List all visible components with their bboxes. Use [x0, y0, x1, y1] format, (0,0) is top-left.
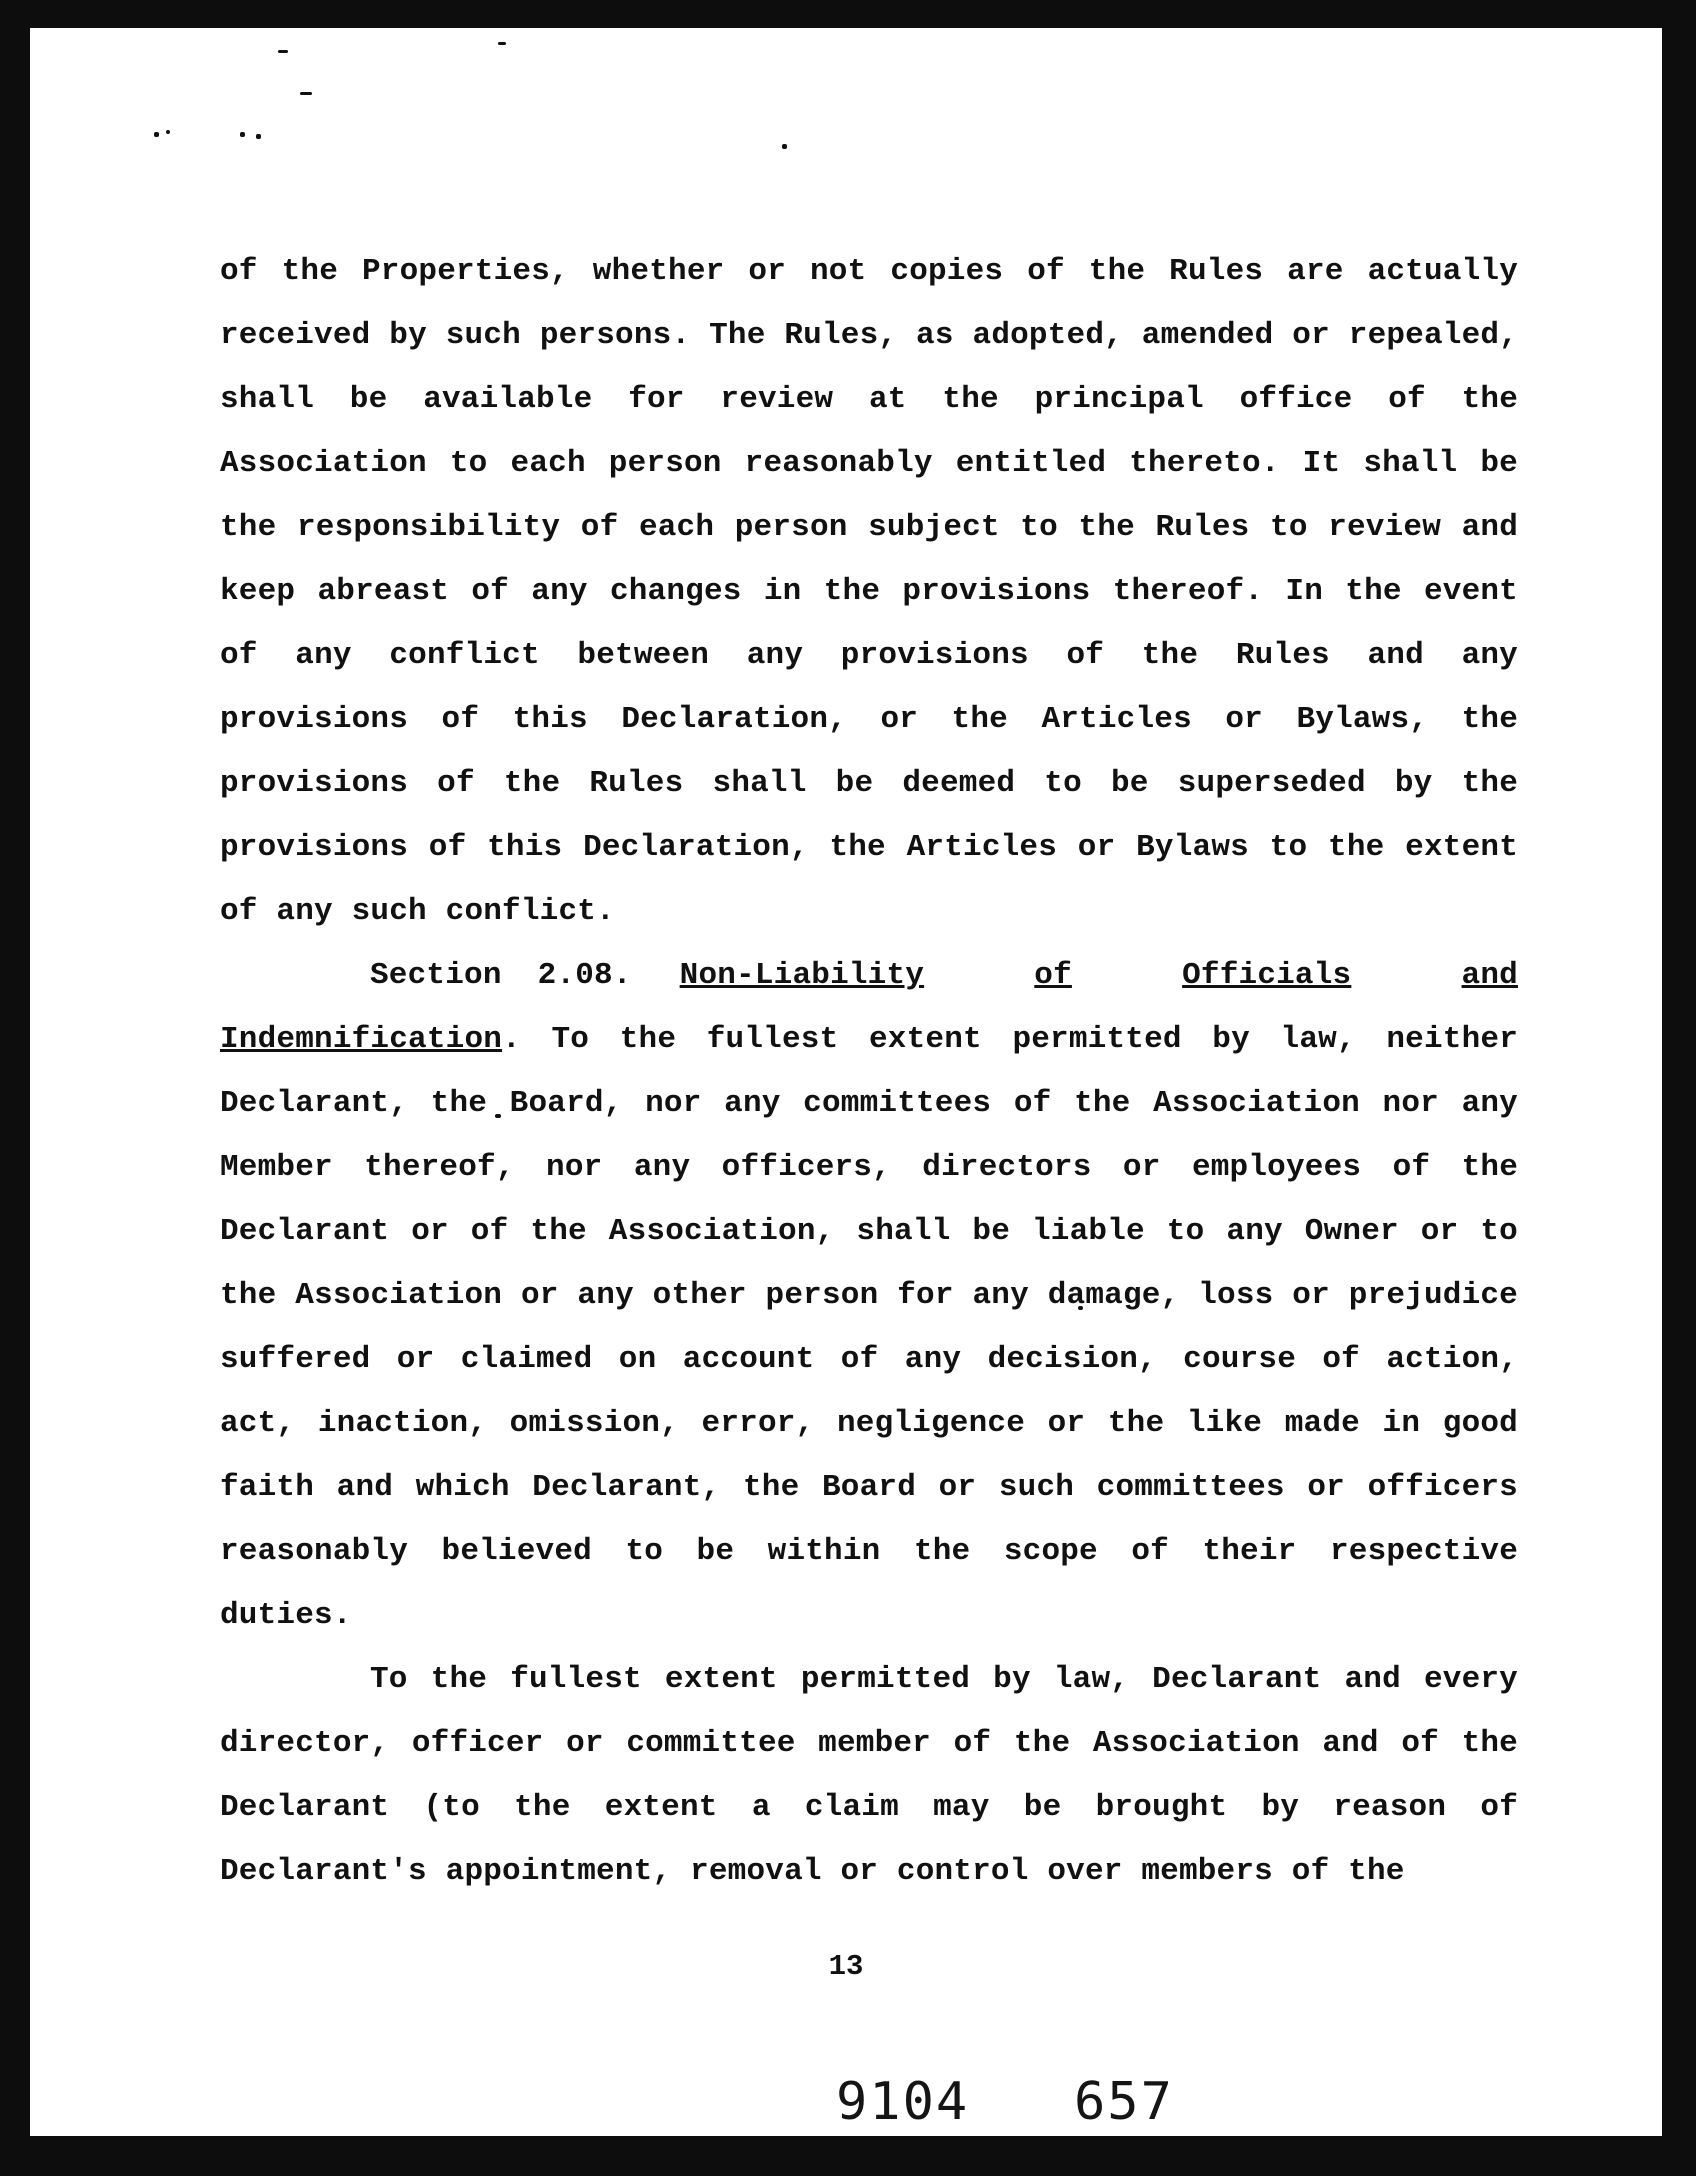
bates-number-left: 9104: [836, 2072, 970, 2132]
paragraph-rules-availability: of the Properties, whether or not copies of the Rules are actually received by such persons. The Rules, as adopted, amended or repealed, shall be available for review at the principal office of the Association to each person reasonably entitled thereto. It shall be the responsibility of each person subject to the Rules to review and keep abreast of any changes in the provisions thereof. In the event of any conflict between any provisions of the Rules and any provisions of this Declaration, or the Articles or Bylaws, the provisions of the Rules shall be deemed to be superseded by the provisions of this Declaration, the Articles or Bylaws to the extent of any such conflict.: [220, 254, 1518, 929]
document-page: [30, 28, 1662, 2136]
section-title-line: [680, 944, 1518, 1008]
bates-number-right: 657: [1074, 2072, 1174, 2132]
section-label: Section: [370, 958, 502, 993]
section-body-text: To the fullest extent permitted by law, neither Declarant, the Board, nor any committees of the Association nor any Member thereof, nor any officers, directors or employees of the Declarant or of the Association, shall be liable to any Owner or to the Association or any other person for any damage, loss or prejudice suffered or claimed on account of any decision, course of action, act, inaction, omission, error, negligence or the like made in good faith and which Declarant, the Board or such committees or officers reasonably believed to be within the scope of their respective duties.: [220, 1022, 1518, 1633]
paragraph-indemnification: To the fullest extent permitted by law, Declarant and every director, officer or committee member of the Association and of the Declarant (to the extent a claim may be brought by reason of Declarant's appointment, removal or control over members of the: [220, 1662, 1518, 1889]
section-number: 2.08.: [537, 958, 632, 993]
paragraph-non-liability: [220, 1008, 1518, 1648]
document-body: [220, 240, 1518, 1904]
section-title-word: Officials: [1182, 958, 1352, 993]
section-title-continued: Indemnification: [220, 1022, 503, 1057]
section-title-period: .: [502, 1022, 521, 1057]
section-title-word: Non-Liability: [679, 958, 925, 993]
section-heading: [220, 944, 1518, 1008]
page-number: 13: [828, 1950, 864, 1983]
section-title-word: and: [1461, 958, 1518, 993]
section-title-word: of: [1034, 958, 1072, 993]
